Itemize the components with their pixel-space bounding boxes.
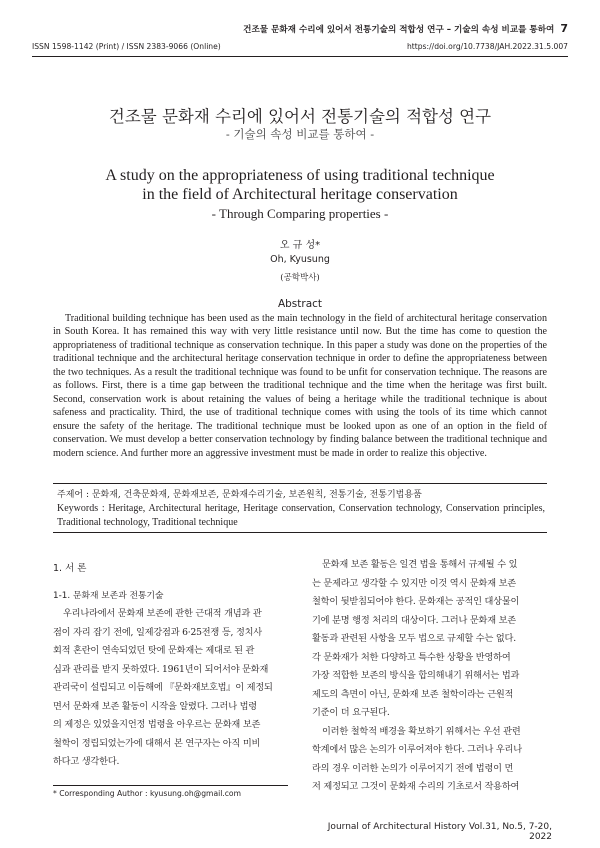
running-head xyxy=(0,22,568,35)
text-line: 하다고 생각한다. xyxy=(53,756,120,767)
text-line: 면서 문화재 보존 활동이 시작을 알렸다. 그러나 법령 xyxy=(53,700,257,712)
text-line: 심과 관리를 받지 못하였다. 1961년이 되어서야 문화재 xyxy=(53,663,269,675)
left-column xyxy=(53,560,288,772)
abstract-body: Traditional building technique has been used as the main technology in the field of architectural heritage conservation in South Korea. It has remained this way with very little resistance until now. But the time has come to question the appropriateness of traditional technique as conservation technique. In this paper a study was done on the properties of the traditional technique and the architectural heritage conservation technique in order to define the appropriateness between the two techniques. As a result the traditional technique was found to be unfit for conservation technique. The reasons are as follows. First, there is a time gap between the traditional technique and the time when the heritage was first built. Second, conservation work is about retaining the values of being a heritage while the traditional technique is about safeness and practicality. Third, the use of traditional technique comes with using the tools of its time which cannot ensure the safety of the heritage. The traditional technique must be looked upon as one of an option in the field of conservation. We must develop a better conservation technology by finding balance between the traditional technique and modern science. And further more an aggressive investment must be made in order to realize this objective. xyxy=(53,313,547,459)
issn: ISSN 1598-1142 (Print) / ISSN 2383-9066 (Online) xyxy=(32,42,221,51)
left-column-text xyxy=(53,605,288,772)
footnote-rule xyxy=(53,785,288,786)
text-line: 회적 혼란이 연속되었던 탓에 문화재는 제대로 된 관 xyxy=(53,645,255,656)
text-line: 문화재 보존 활동은 일견 법을 통해서 규제될 수 있 xyxy=(322,559,518,570)
text-line: 기에 분명 행정 처리의 대상이다. 그러나 문화재 보존 xyxy=(312,614,516,626)
journal-footer: Journal of Architectural History Vol.31, No.5, 7-20, 2022 xyxy=(327,822,552,842)
footnote: * Corresponding Author : kyusung.oh@gmail.com xyxy=(53,789,241,798)
title-english xyxy=(0,166,600,204)
text-line: 라의 경우 이러한 논의가 이루어지기 전에 법령이 먼 xyxy=(312,762,514,774)
section-heading-introduction: 1. 서 론 xyxy=(53,563,87,574)
author-english: Oh, Kyusung xyxy=(270,254,330,265)
title-english-line-1: A study on the appropriateness of using traditional technique xyxy=(105,167,495,184)
text-line: 는 문제라고 생각할 수 있지만 이것 역시 문화재 보존 xyxy=(312,577,516,589)
subsection-heading: 1-1. 문화재 보존과 전통기술 xyxy=(53,590,164,601)
text-line: 이러한 철학적 배경을 확보하기 위해서는 우선 관련 xyxy=(322,725,521,737)
subtitle-english: - Through Comparing properties - xyxy=(211,206,389,221)
text-line: 활동과 관련된 사항을 모두 법으로 규제할 수는 없다. xyxy=(312,633,516,644)
author-korean: 오 규 성* xyxy=(279,240,321,251)
text-line: 제도의 측면이 아닌, 문화재 보존 철학이라는 근원적 xyxy=(312,688,514,700)
subtitle-korean: - 기술의 속성 비교를 통하여 - xyxy=(225,127,375,141)
running-head-title: 건조물 문화재 수리에 있어서 전통기술의 적합성 연구 – 기술의 속성 비교를 통하여 xyxy=(243,25,555,35)
text-line: 가장 적합한 보존의 방식을 합의해내기 위해서는 법과 xyxy=(312,670,520,681)
issn-doi-row xyxy=(32,40,568,57)
text-line: 점이 자리 잡기 전에, 일제강점과 6·25전쟁 등, 정치사 xyxy=(53,626,262,638)
text-line: 관리국이 설립되고 이듬해에 『문화재보호법』이 제정되 xyxy=(53,682,273,693)
doi-link[interactable]: https://doi.org/10.7738/JAH.2022.31.5.007 xyxy=(406,42,568,51)
right-column xyxy=(312,556,547,797)
text-line: 기준이 더 요구된다. xyxy=(312,707,390,718)
abstract-heading: Abstract xyxy=(277,298,323,310)
text-line: 각 문화재가 처한 다양하고 특수한 상황을 반영하여 xyxy=(312,651,511,663)
text-line: 철학이 뒷받침되어야 한다. 문화재는 공적인 대상물이 xyxy=(312,596,520,607)
text-line: 우리나라에서 문화재 보존에 관한 근대적 개념과 관 xyxy=(63,608,262,619)
author-affiliation: (공학박사) xyxy=(280,273,320,283)
page-number: 7 xyxy=(560,22,568,35)
text-line: 의 제정은 있었을지언정 법령을 아우르는 문화재 보존 xyxy=(53,719,261,730)
title-korean: 건조물 문화재 수리에 있어서 전통기술의 적합성 연구 xyxy=(108,107,492,126)
text-line: 학계에서 많은 논의가 이루어져야 한다. 그러나 우리나 xyxy=(312,744,522,755)
title-english-line-2: in the field of Architectural heritage conservation xyxy=(142,186,458,203)
text-line: 저 제정되고 그것이 문화재 수리의 기초로서 작용하여 xyxy=(312,781,520,792)
text-line: 철학이 정립되었는가에 대해서 본 연구자는 아직 미비 xyxy=(53,737,261,749)
keywords-korean: 주제어 : 문화재, 건축문화재, 문화재보존, 문화재수리기술, 보존원칙, 전통기술, 전통기법용품 xyxy=(57,490,422,500)
keywords-english: Keywords : Heritage, Architectural heritage, Heritage conservation, Conservation technology, Conservation principles, Traditional technology, Traditional technique xyxy=(57,503,545,528)
right-column-text xyxy=(312,556,547,797)
